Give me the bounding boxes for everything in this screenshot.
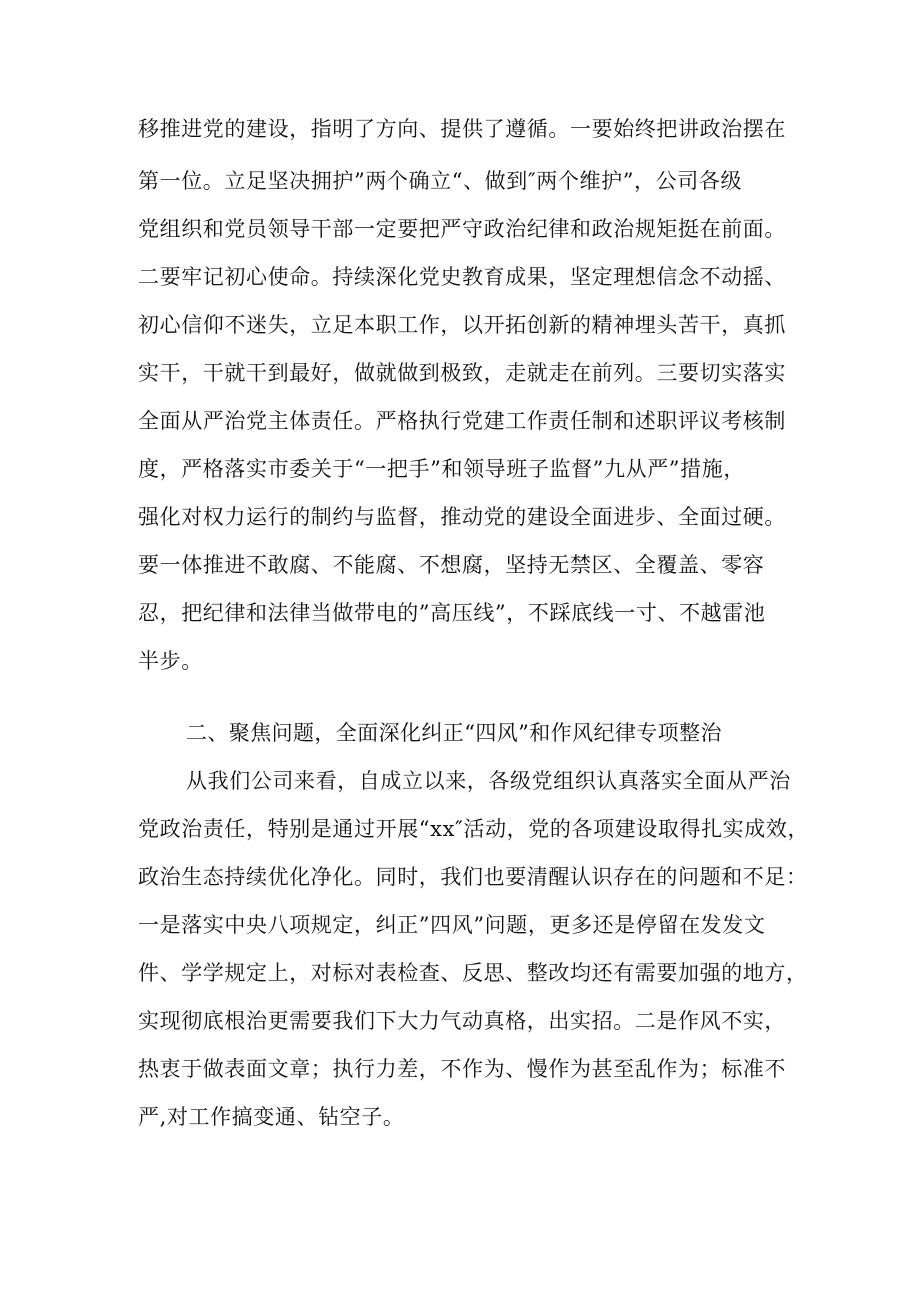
paragraph-2-line: 从我们公司来看，自成立以来，各级党组织认真落实全面从严治 xyxy=(186,769,791,793)
paragraph-1-line: 忍，把纪律和法律当做带电的”高压线”，不踩底线一寸、不越雷池 xyxy=(138,601,766,625)
paragraph-1-line: 半步。 xyxy=(138,649,203,673)
section-heading: 二、聚焦问题，全面深化纠正“四风”和作风纪律专项整治 xyxy=(186,721,722,745)
paragraph-1-line: 强化对权力运行的制约与监督，推动党的建设全面进步、全面过硬。 xyxy=(138,505,786,529)
paragraph-1-line: 初心信仰不迷失，立足本职工作，以开拓创新的精神埋头苦干，真抓 xyxy=(138,313,786,337)
paragraph-1-line: 实干，干就干到最好，做就做到极致，走就走在前列。三要切实落实 xyxy=(138,361,786,385)
paragraph-2-line: 热衷于做表面文章；执行力差，不作为、慢作为甚至乱作为；标准不 xyxy=(138,1057,786,1081)
paragraph-2-line: 实现彻底根治更需要我们下大力气动真格，出实招。二是作风不实， xyxy=(138,1009,786,1033)
paragraph-1-line: 度，严格落实市委关于“一把手”和领导班子监督”九从严”措施， xyxy=(138,457,745,481)
paragraph-2-line: 政治生态持续优化净化。同时，我们也要清醒认识存在的问题和不足： xyxy=(138,865,808,889)
paragraph-1-line: 要一体推进不敢腐、不能腐、不想腐，坚持无禁区、全覆盖、零容 xyxy=(138,553,765,577)
paragraph-2-line: 严,对工作搞变通、钻空子。 xyxy=(138,1105,405,1129)
paragraph-1-line: 全面从严治党主体责任。严格执行党建工作责任制和述职评议考核制 xyxy=(138,409,786,433)
paragraph-1-line: 党组织和党员领导干部一定要把严守政治纪律和政治规矩挺在前面。 xyxy=(138,217,786,241)
paragraph-1-line: 二要牢记初心使命。持续深化党史教育成果，坚定理想信念不动摇、 xyxy=(138,265,786,289)
paragraph-2-line: 件、学学规定上，对标对表检查、反思、整改均还有需要加强的地方， xyxy=(138,961,808,985)
paragraph-2-line: 党政治责任，特别是通过开展“xx″活动，党的各项建设取得扎实成效， xyxy=(138,817,810,841)
paragraph-2-line: 一是落实中央八项规定，纠正”四风”问题，更多还是停留在发发文 xyxy=(138,913,766,937)
paragraph-1-line: 移推进党的建设，指明了方向、提供了遵循。一要始终把讲政治摆在 xyxy=(138,117,786,141)
paragraph-1-line: 第一位。立足坚决拥护”两个确立“、做到″两个维护”，公司各级 xyxy=(138,169,743,193)
